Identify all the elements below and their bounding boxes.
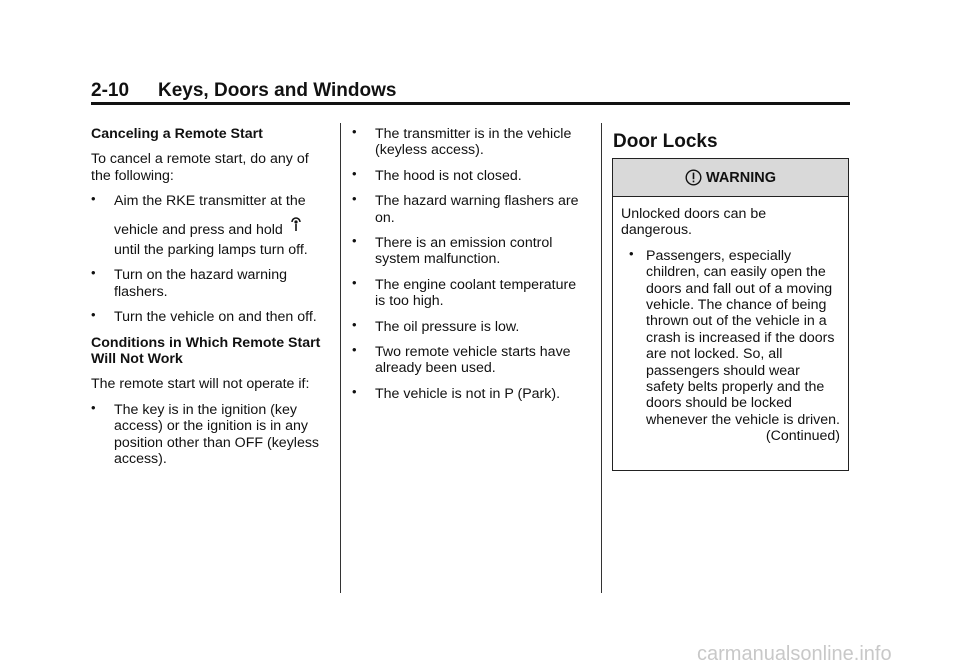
warning-intro: Unlocked doors can be dangerous.: [621, 206, 767, 239]
watermark: carmanualsonline.info: [697, 643, 892, 665]
bullet-icon: •: [352, 124, 357, 139]
list-item-text: [114, 217, 331, 238]
list-item-text: The hood is not closed.: [375, 167, 522, 184]
heading-conditions: Conditions in Which Remote Start Will Not Work: [91, 334, 321, 368]
list-item: [352, 165, 590, 184]
list-item: [91, 193, 331, 258]
list-item: [352, 316, 590, 335]
paragraph-intro: To cancel a remote start, do any of the following:: [91, 151, 309, 184]
bullet-icon: •: [352, 191, 357, 207]
list-item-text: The oil pressure is low.: [375, 318, 520, 335]
list-item-text: Turn on the hazard warning flashers.: [114, 267, 287, 300]
column-divider: [340, 123, 341, 593]
heading-cancel-remote-start: Canceling a Remote Start: [91, 126, 263, 142]
section-title: Keys, Doors and Windows: [158, 80, 397, 101]
list-item-text: Turn the vehicle on and then off.: [114, 309, 317, 326]
list-item: [91, 399, 331, 468]
remote-start-icon: [290, 217, 302, 232]
list-item: [91, 267, 331, 300]
column-divider: [601, 123, 602, 593]
list-item-text: Aim the RKE transmitter at the: [114, 193, 306, 210]
list-item-text: The hazard warning flashers are on.: [375, 193, 579, 226]
list-item-text: There is an emission control system malfunction.: [375, 235, 553, 268]
continued-label: (Continued): [765, 428, 840, 445]
list-item: [91, 309, 331, 325]
bullet-icon: •: [91, 191, 96, 207]
bullet-icon: •: [629, 245, 634, 261]
list-item-text-line: vehicle and press and hold: [114, 221, 283, 238]
list-item: [352, 235, 590, 268]
bullet-icon: •: [352, 233, 357, 249]
list-item: [352, 344, 590, 377]
list-item-text: Two remote vehicle starts have already been used.: [375, 344, 571, 377]
bullet-icon: •: [352, 165, 357, 181]
bullet-icon: •: [91, 399, 96, 415]
list-item: [629, 245, 840, 428]
heading-door-locks: Door Locks: [613, 131, 718, 152]
list-item: [352, 274, 590, 310]
bullet-icon: •: [91, 265, 96, 281]
bullet-icon: •: [91, 307, 96, 323]
list-item-text: The key is in the ignition (key access) or the ignition is in any position other than OFF (keyless access).: [114, 401, 320, 468]
bullet-icon: •: [352, 274, 357, 290]
warning-body: [613, 197, 848, 445]
page-number: 2-10: [91, 80, 130, 101]
bullet-icon: •: [352, 342, 357, 358]
warning-icon: [685, 169, 702, 186]
warning-header: [613, 159, 848, 197]
warning-label: WARNING: [705, 169, 777, 186]
column-2: [352, 126, 590, 402]
list-item-text: The engine coolant temperature is too high.: [375, 276, 577, 310]
column-1: [91, 126, 331, 468]
list-item: [352, 193, 590, 226]
page-header: [91, 80, 850, 102]
paragraph-intro-2: The remote start will not operate if:: [91, 376, 310, 393]
warning-box: [612, 158, 849, 471]
list-item-text: The vehicle is not in P (Park).: [375, 385, 561, 402]
list-item: [352, 383, 590, 402]
list-item-text: The transmitter is in the vehicle (keyless access).: [375, 126, 572, 159]
list-item-text: until the parking lamps turn off.: [114, 242, 308, 259]
bullet-icon: •: [352, 383, 357, 399]
header-rule: [91, 102, 850, 105]
list-item: [352, 126, 590, 159]
bullet-icon: •: [352, 316, 357, 332]
list-item-text: Passengers, especially children, can easily open the doors and fall out of a moving vehicle. The chance of being thrown out of the vehicle in a crash is increased if the doors are not locked. So, all passengers should wear safety belts properly and the doors should be locked whenever the vehicle is driven.: [646, 247, 840, 428]
